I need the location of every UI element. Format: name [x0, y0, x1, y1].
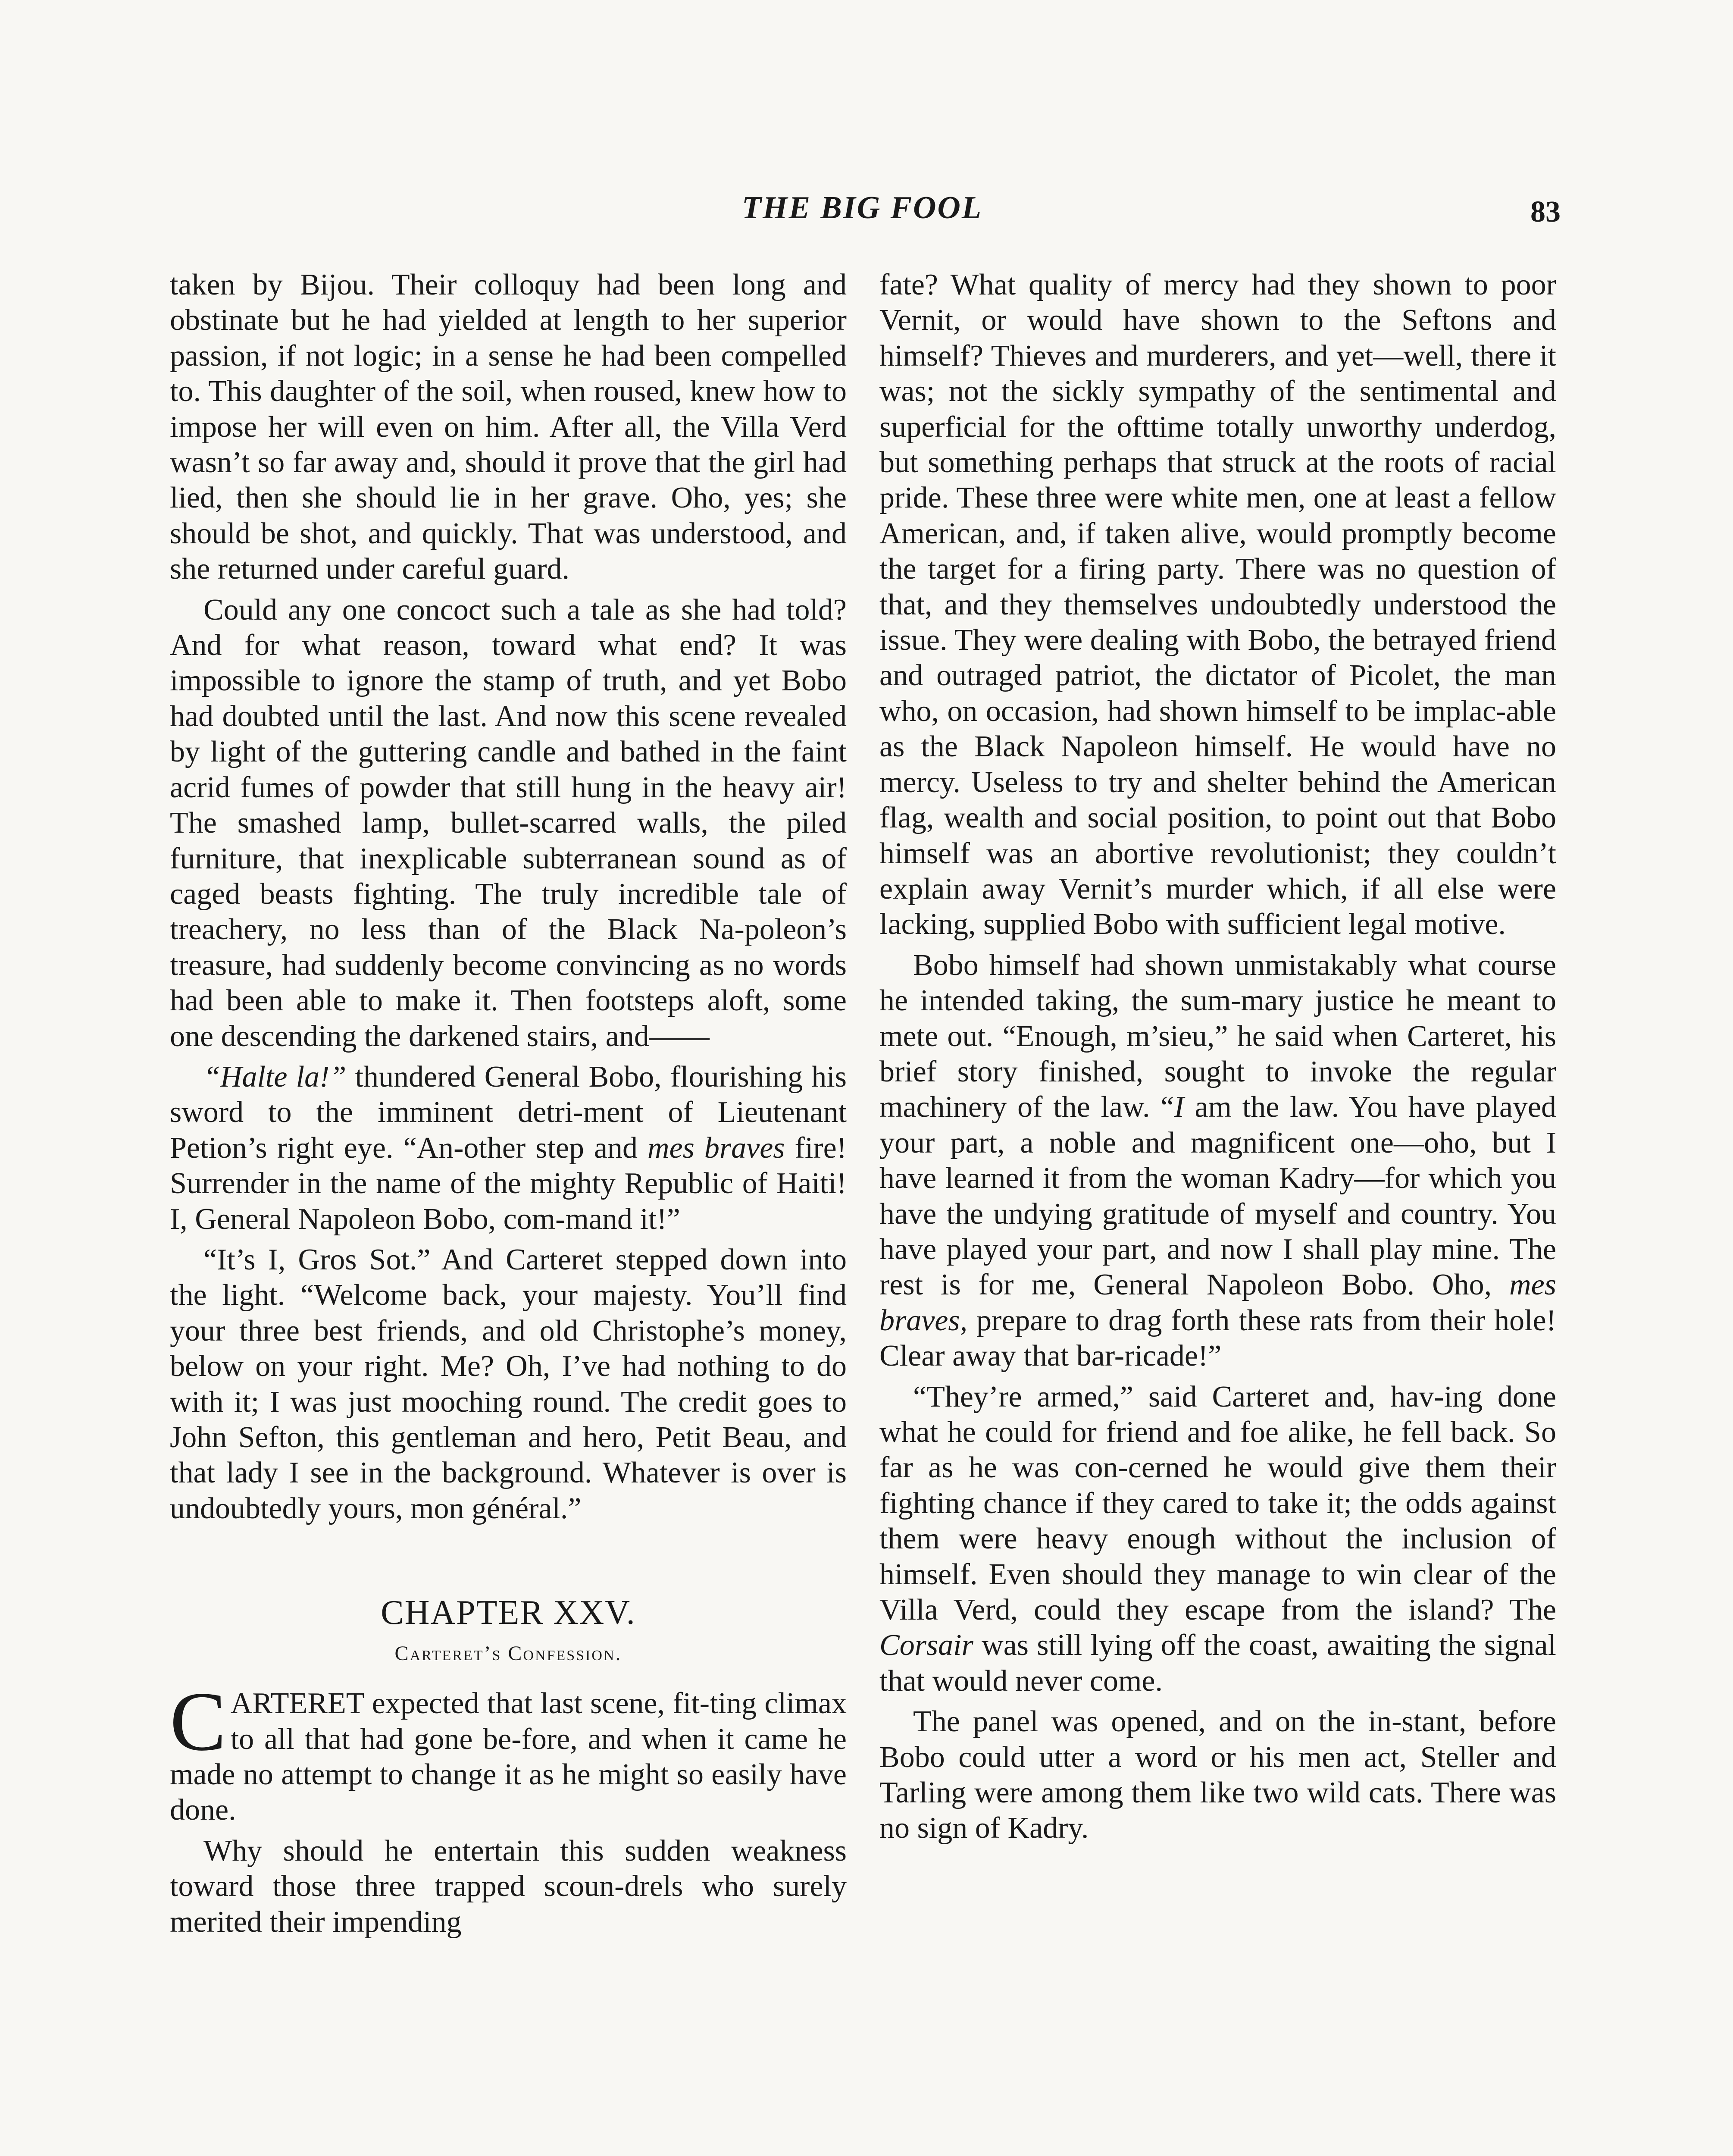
drop-cap: C	[170, 1675, 226, 1769]
italic-text: Corsair	[879, 1629, 973, 1662]
paragraph: Could any one concoct such a tale as she had told? And for what reason, toward what end? It was impossible to ignore the stamp of truth, and yet Bobo had doubted until the last. And now this scene revealed by light of the guttering candle and bathed in the faint acrid fumes of powder that still hung in the heavy air! The smashed lamp, bullet-scarred walls, the piled furniture, that inexplicable subterranean sound as of caged beasts fighting. The truly incredible tale of treachery, no less than of the Black Na-poleon’s treasure, had suddenly become convincing as no words had been able to make it. Then footsteps aloft, some one descending the darkened stairs, and——	[170, 593, 847, 1053]
paragraph: “They’re armed,” said Carteret and, hav-ing done what he could for friend and foe alike, he fell back. So far as he was con-cerned he would give them their fighting chance if they cared to take it; the odds against them were heavy enough without the inclusion of himself. Even should they manage to win clear of the Villa Verd, could they escape from the island? The Corsair was still lying off the coast, awaiting the signal that would never come.	[879, 1380, 1556, 1698]
italic-text: mes braves,	[879, 1268, 1556, 1337]
chapter-heading	[170, 1591, 847, 1673]
page-number: 83	[1530, 195, 1561, 229]
chapter-title: CHAPTER XXV.	[381, 1594, 636, 1632]
paragraph: Why should he entertain this sudden weakness toward those three trapped scoun-drels who surely merited their impending	[170, 1834, 847, 1939]
italic-text: mes braves	[648, 1131, 785, 1165]
paragraph: Bobo himself had shown unmistakably what course he intended taking, the sum-mary justice he meant to mete out. “Enough, m’sieu,” he said when Carteret, his brief story finished, sought to invoke the regular machinery of the law. “I am the law. You have played your part, a noble and magnificent one—oho, but I have learned it from the woman Kadry—for which you have the undying gratitude of myself and country. You have played your part, and now I shall play mine. The rest is for me, General Napoleon Bobo. Oho, mes braves, prepare to drag forth these rats from their hole! Clear away that bar-ricade!”	[879, 948, 1557, 1373]
paragraph: fate? What quality of mercy had they shown to poor Vernit, or would have shown to the Seftons and himself? Thieves and murderers, and yet—well, there it was; not the sickly sympathy of the sentimental and superficial for the ofttime totally unworthy underdog, but something perhaps that struck at the roots of racial pride. These three were white men, one at least a fellow American, and, if taken alive, would promptly become the target for a firing party. There was no question of that, and they themselves undoubtedly understood the issue. They were dealing with Bobo, the betrayed friend and outraged patriot, the dictator of Picolet, the man who, on occasion, had shown himself to be implac-able as the Black Napoleon himself. He would have no mercy. Useless to try and shelter behind the American flag, wealth and social position, to point out that Bobo himself was an abortive revolutionist; they couldn’t explain away Vernit’s murder which, if all else were lacking, supplied Bobo with sufficient legal motive.	[879, 268, 1556, 941]
left-column	[170, 267, 847, 1940]
paragraph: “Halte la!” thundered General Bobo, flourishing his sword to the imminent detri-ment of Lieutenant Petion’s right eye. “An-other step and mes braves fire! Surrender in the name of the mighty Republic of Haiti! I, General Napoleon Bobo, com-mand it!”	[170, 1060, 847, 1236]
paragraph: “It’s I, Gros Sot.” And Carteret stepped down into the light. “Welcome back, your majesty. You’ll find your three best friends, and old Christophe’s money, below on your right. Me? Oh, I’ve had nothing to do with it; I was just mooching round. The credit goes to John Sefton, this gentleman and hero, Petit Beau, and that lady I see in the background. Whatever is over is undoubtedly yours, mon général.”	[170, 1243, 847, 1525]
paragraph: The panel was opened, and on the in-stant, before Bobo could utter a word or his men act, Steller and Tarling were among them like two wild cats. There was no sign of Kadry.	[879, 1705, 1556, 1845]
paragraph: CARTERET expected that last scene, fit-ting climax to all that had gone be-fore, and when it came he made no attempt to change it as he might so easily have done.	[170, 1675, 847, 1827]
italic-text: I	[1174, 1091, 1184, 1124]
running-title: THE BIG FOOL	[741, 190, 983, 226]
chapter-subtitle: Carteret’s Confession.	[394, 1642, 622, 1665]
paragraph: taken by Bijou. Their colloquy had been long and obstinate but he had yielded at length to her superior passion, if not logic; in a sense he had been compelled to. This daughter of the soil, when roused, knew how to impose her will even on him. After all, the Villa Verd wasn’t so far away and, should it prove that the girl had lied, then she should lie in her grave. Oho, yes; she should be shot, and quickly. That was understood, and she returned under careful guard.	[170, 268, 847, 586]
italic-text: “Halte la!”	[203, 1060, 347, 1094]
right-column	[879, 267, 1556, 1846]
